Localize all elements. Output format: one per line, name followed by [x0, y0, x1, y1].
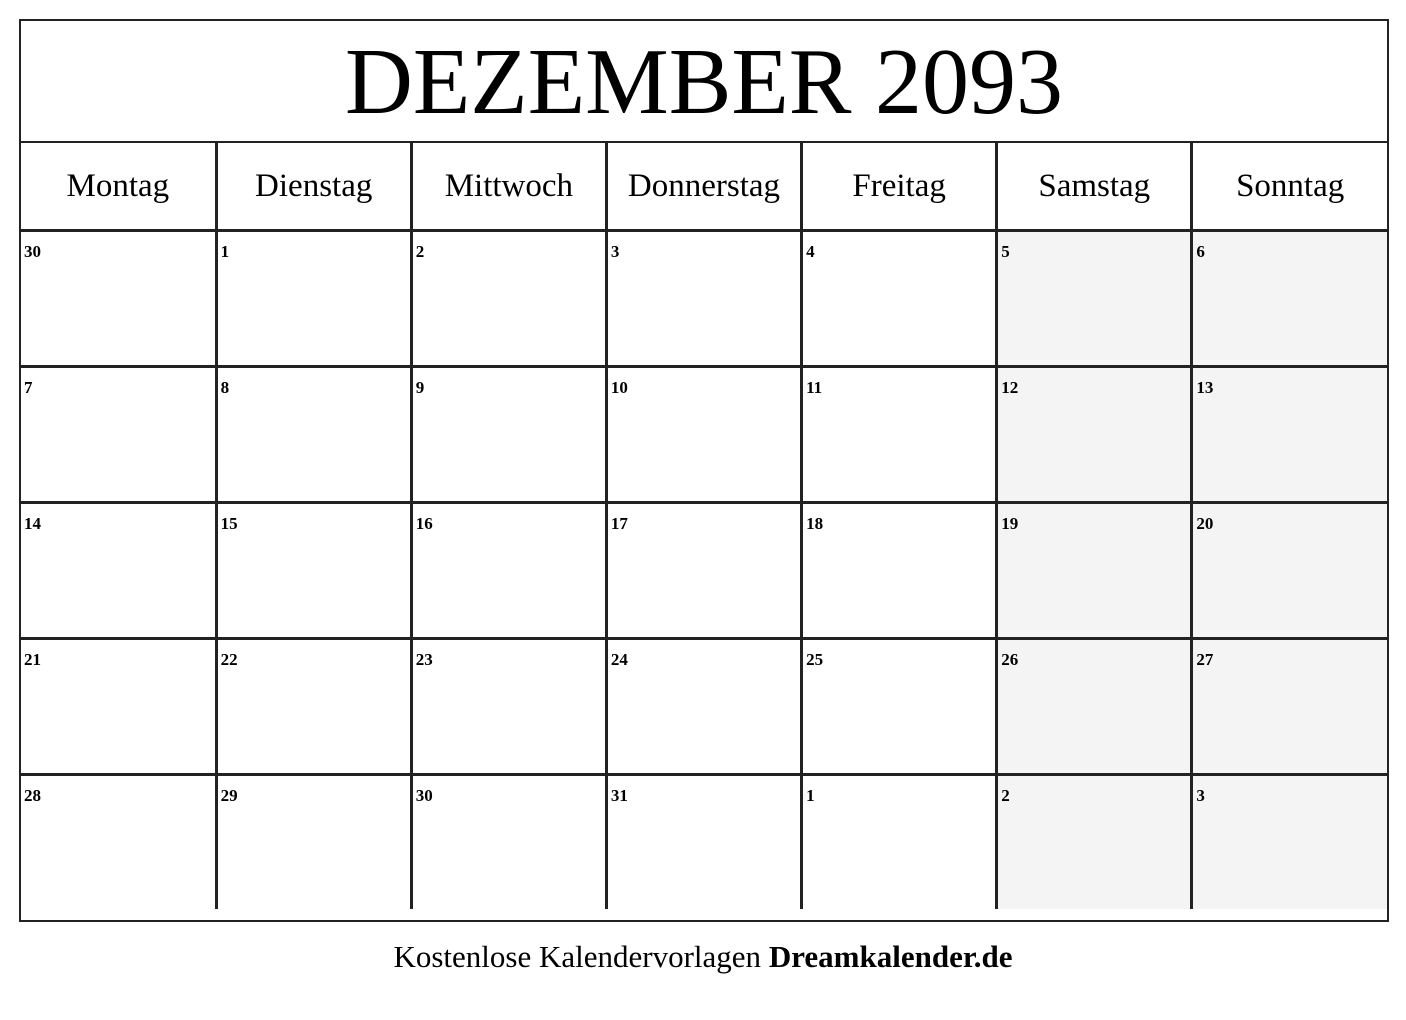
day-number: 2 [415, 242, 425, 261]
weekday-saturday: Samstag [997, 143, 1192, 231]
day-number: 22 [220, 650, 238, 669]
day-number: 7 [24, 378, 33, 397]
weekday-sunday: Sonntag [1192, 143, 1387, 231]
footer-text: Kostenlose Kalendervorlagen [393, 939, 762, 974]
day-number: 20 [1196, 514, 1214, 533]
day-number: 3 [610, 242, 620, 261]
day-number: 9 [415, 378, 425, 397]
day-number: 1 [220, 242, 230, 261]
day-cell [411, 231, 606, 367]
day-number: 15 [220, 514, 238, 533]
day-number: 10 [610, 378, 628, 397]
day-number: 11 [806, 378, 823, 397]
day-cell [802, 503, 997, 639]
footer-brand: Dreamkalender.de [768, 939, 1013, 974]
day-number: 30 [415, 786, 433, 805]
day-number: 23 [415, 650, 433, 669]
day-cell [411, 639, 606, 775]
day-number: 6 [1196, 242, 1205, 261]
day-number: 18 [806, 514, 824, 533]
day-number: 5 [1001, 242, 1010, 261]
day-cell [21, 367, 216, 503]
calendar-title: DEZEMBER 2093 [344, 30, 1064, 134]
day-cell [802, 231, 997, 367]
weekend-day-cell [1192, 367, 1387, 503]
day-number: 4 [806, 242, 815, 261]
day-cell [216, 775, 411, 910]
day-cell [21, 775, 216, 910]
day-cell [606, 775, 801, 910]
day-cell [802, 775, 997, 910]
day-number: 26 [1001, 650, 1019, 669]
weekend-day-cell [997, 503, 1192, 639]
weekend-day-cell [1192, 231, 1387, 367]
weekend-day-cell [997, 367, 1192, 503]
day-number: 2 [1001, 786, 1010, 805]
weekday-thursday: Donnerstag [606, 143, 801, 231]
week-row [21, 639, 1387, 775]
day-number: 29 [220, 786, 238, 805]
week-row [21, 775, 1387, 910]
day-cell [606, 639, 801, 775]
day-number: 3 [1196, 786, 1205, 805]
weekday-tuesday: Dienstag [216, 143, 411, 231]
day-number: 27 [1196, 650, 1214, 669]
day-number: 16 [415, 514, 433, 533]
day-number: 24 [610, 650, 628, 669]
title-bar [21, 21, 1387, 143]
weekday-friday: Freitag [802, 143, 997, 231]
day-cell [21, 231, 216, 367]
day-number: 14 [24, 514, 41, 533]
day-cell [606, 231, 801, 367]
day-number: 12 [1001, 378, 1019, 397]
day-number: 1 [806, 786, 815, 805]
day-cell [411, 775, 606, 910]
day-number: 28 [24, 786, 41, 805]
day-number: 31 [610, 786, 628, 805]
week-row [21, 367, 1387, 503]
weekend-day-cell [997, 231, 1192, 367]
day-cell [802, 639, 997, 775]
weekday-monday: Montag [21, 143, 216, 231]
day-number: 25 [806, 650, 824, 669]
footer [0, 939, 1406, 975]
weekend-day-cell [1192, 503, 1387, 639]
day-number: 13 [1196, 378, 1214, 397]
day-number: 8 [220, 378, 230, 397]
day-cell [606, 503, 801, 639]
day-cell [216, 367, 411, 503]
week-row [21, 231, 1387, 367]
day-cell [411, 367, 606, 503]
day-number: 19 [1001, 514, 1019, 533]
calendar-grid [21, 143, 1387, 909]
day-number: 30 [24, 242, 41, 261]
day-cell [216, 231, 411, 367]
calendar [19, 19, 1389, 922]
week-row [21, 503, 1387, 639]
day-number: 21 [24, 650, 41, 669]
weekend-day-cell [1192, 775, 1387, 910]
day-cell [411, 503, 606, 639]
weekend-day-cell [997, 639, 1192, 775]
day-cell [21, 639, 216, 775]
day-cell [21, 503, 216, 639]
day-cell [216, 639, 411, 775]
day-cell [216, 503, 411, 639]
weekday-header-row [21, 143, 1387, 231]
weekend-day-cell [1192, 639, 1387, 775]
weekend-day-cell [997, 775, 1192, 910]
day-cell [802, 367, 997, 503]
weekday-wednesday: Mittwoch [411, 143, 606, 231]
day-number: 17 [610, 514, 628, 533]
day-cell [606, 367, 801, 503]
